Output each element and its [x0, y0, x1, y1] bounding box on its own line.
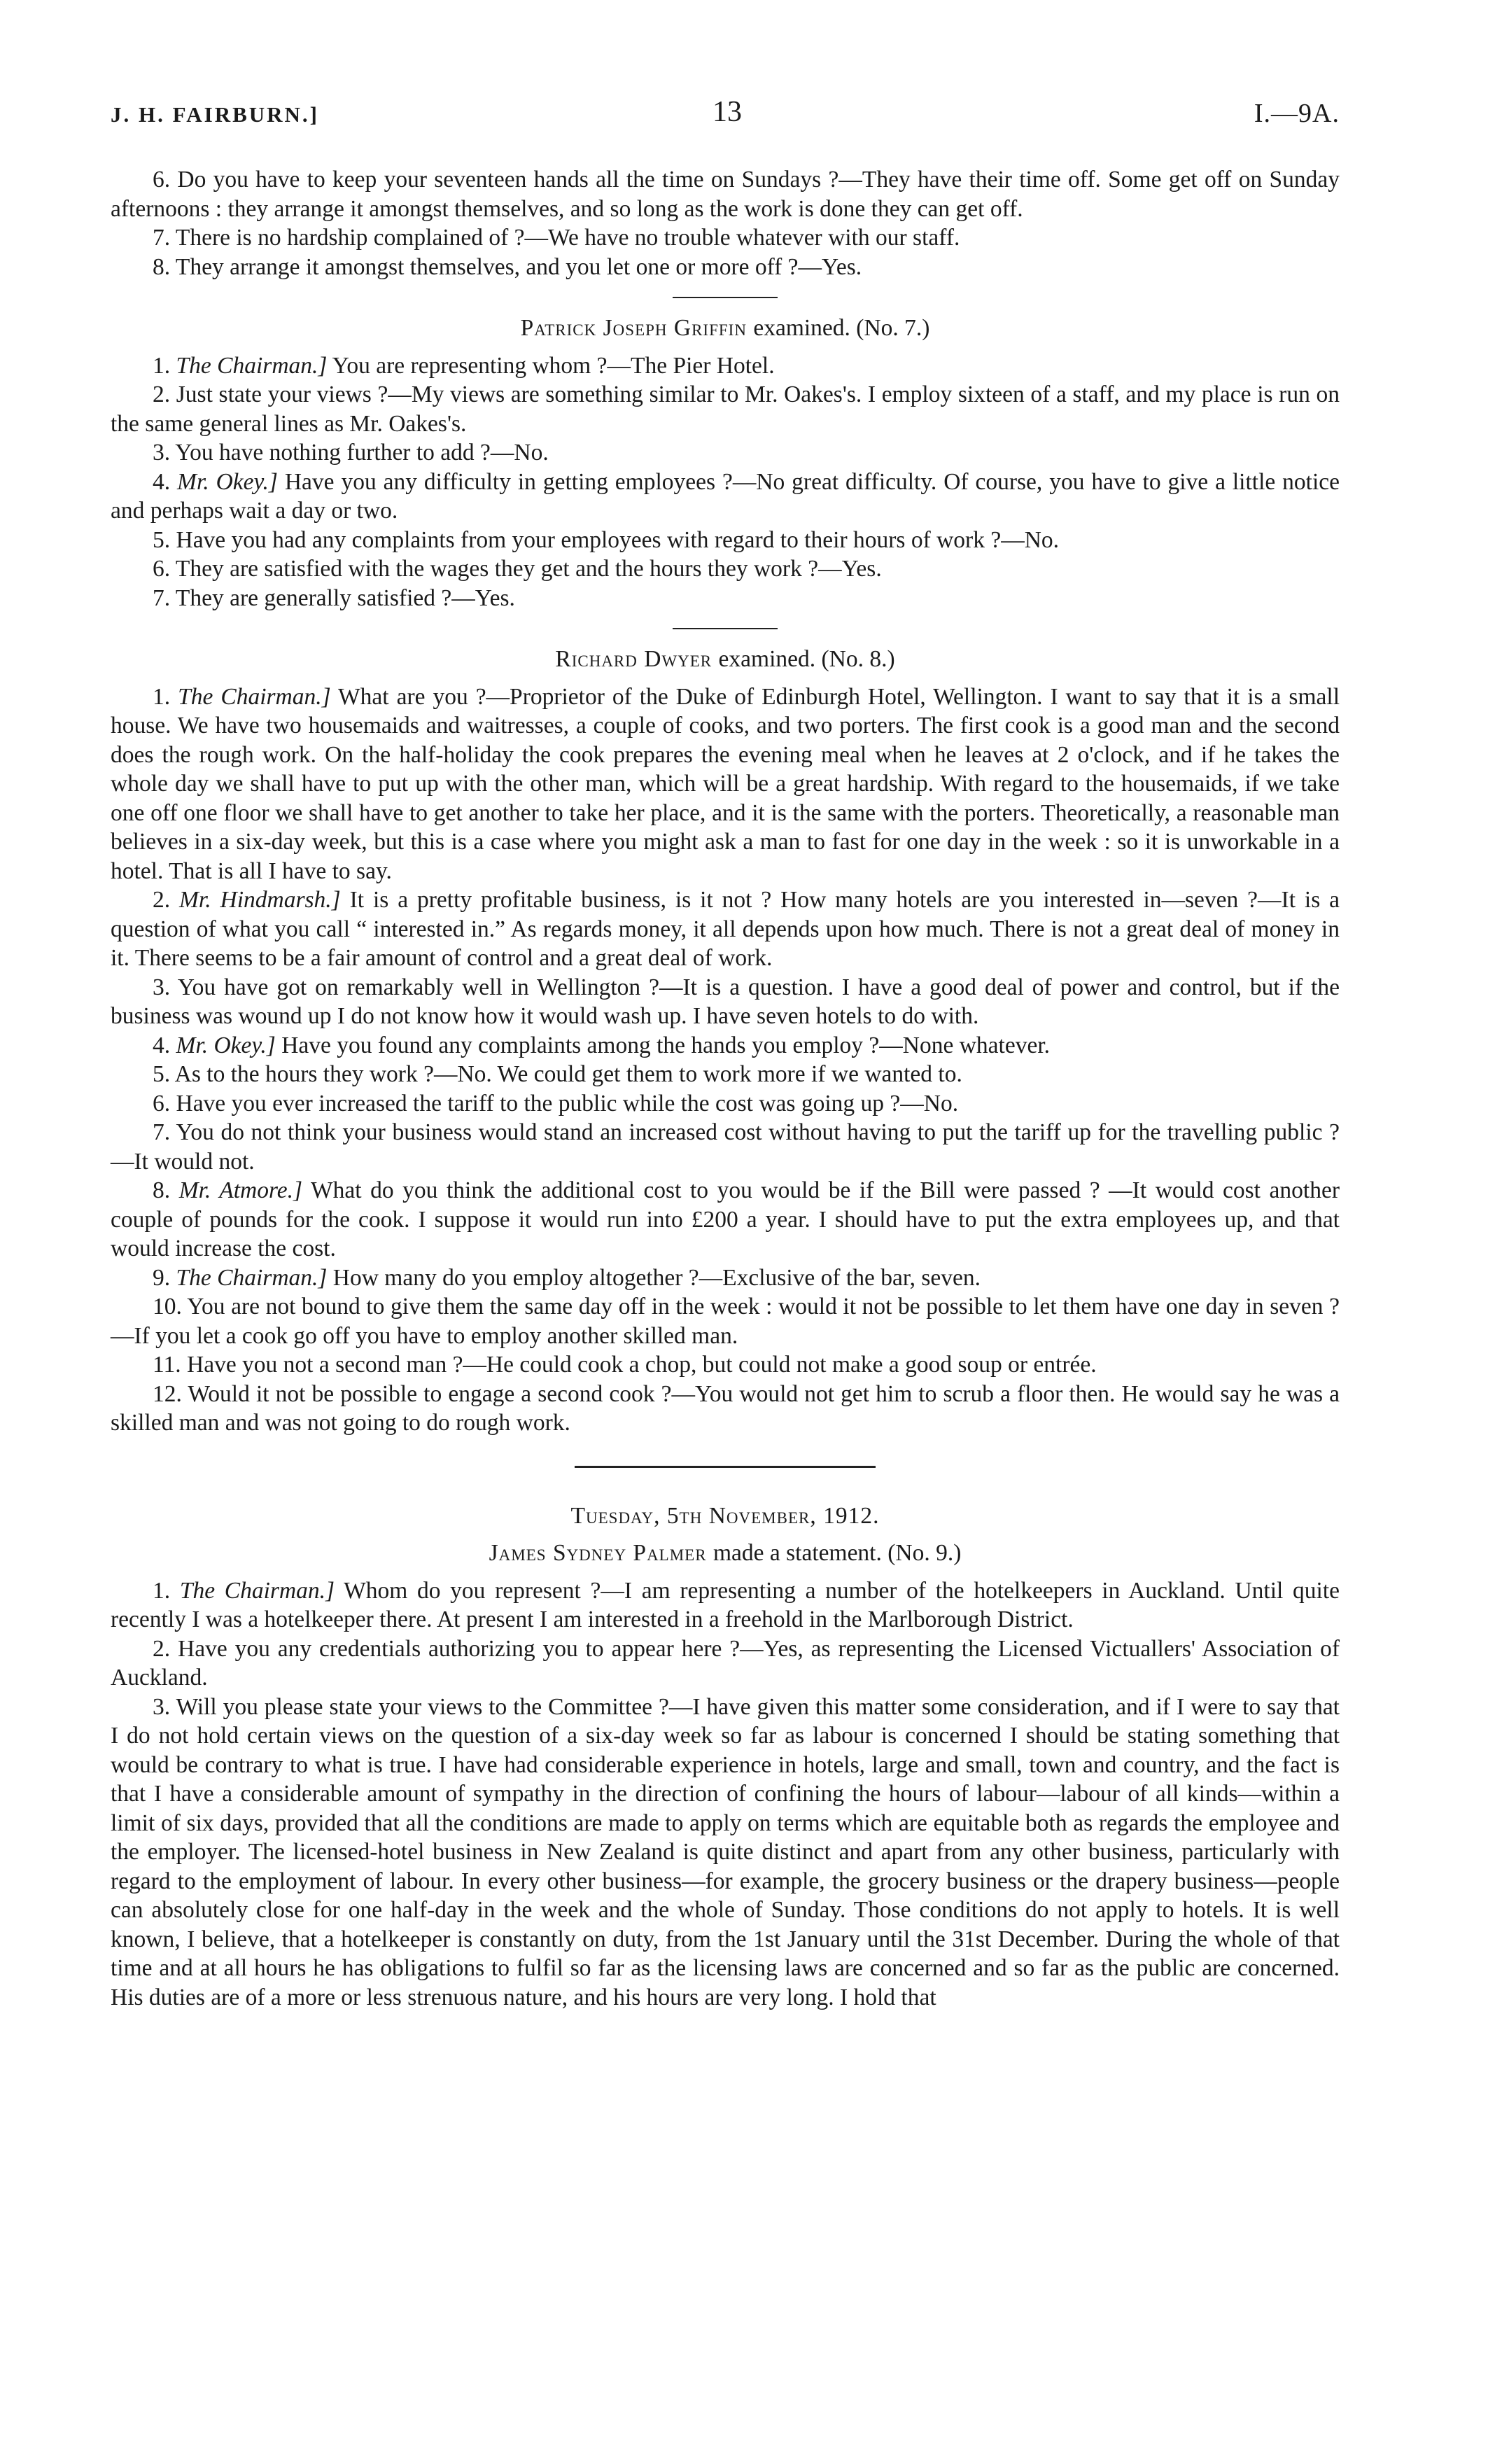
paragraph: 11. Have you not a second man ?—He could cook a chop, but could not make a good soup or entrée. [153, 1352, 1097, 1378]
speaker: Mr. Atmore.] [178, 1177, 303, 1203]
paragraph: 7. There is no hardship complained of ?—We have no trouble whatever with our staff. [153, 225, 960, 251]
paper-reference: I.—9A. [1254, 99, 1340, 128]
paragraph: 3. Will you please state your views to the Committee ?—I have given this matter some consideration, and if I were to say that I do not hold certain views on the question of a six-day week so far as labour is concerned I should be stating something that would be contrary to what is true. I have had considerable experience in hotels, large and small, town and country, and the fact is that I have a considerable amount of sympathy in the direction of confining the hours of labour—labour of all kinds—within a limit of six days, provided that all the conditions are made to apply on terms which are equitable both as regards the employee and the employer. The licensed-hotel business in New Zealand is quite distinct and apart from any other business, particularly with regard to the employment of labour. In every other business—for example, the grocery business or the drapery business—people can absolutely close for one half-day in the week and the whole of Sunday. Those conditions do not apply to hotels. It is well known, I believe, that a hotelkeeper is constantly on duty, from the 1st January until the 31st December. During the whole of that time and at all hours he has obligations to fulfil so far as the licensing laws are concerned and so far as the public are concerned. His duties are of a more or less strenuous nature, and his hours are very long. I hold that [111, 1693, 1340, 2010]
paragraph: 12. Would it not be possible to engage a second cook ?—You would not get him to scrub a floor then. He would say he was a skilled man and was not going to do rough work. [111, 1380, 1340, 1436]
speaker: Mr. Okey.] [176, 1032, 276, 1058]
speaker: The Chairman.] [176, 352, 328, 379]
witness-name: Richard Dwyer [555, 646, 713, 672]
paragraph: 2. Mr. Hindmarsh.] It is a pretty profitable business, is it not ? How many hotels are you interested in—seven ?—It is a question of what you call “ interested in.” As regards money, it all depends upon how much. There is not a great deal of money in it. There seems to be a fair amount of control and a great deal of work. [111, 887, 1340, 971]
section-divider [673, 628, 778, 629]
paragraph: 4. Mr. Okey.] Have you any difficulty in getting employees ?—No great difficulty. Of course, you have to give a little notice and perhaps wait a day or two. [111, 468, 1340, 524]
paragraph: 7. You do not think your business would stand an increased cost without having to put the tariff up for the travelling public ?—It would not. [111, 1119, 1340, 1175]
paragraph-text: What do you think the additional cost to you would be if the Bill were passed ? —It would cost another couple of pounds for the cook. I suppose it would run into £200 a year. I should have to put the extra employees up, and that would increase the cost. [111, 1177, 1340, 1261]
paragraph-text: It is a pretty profitable business, is it not ? How many hotels are you interested in—seven ?—It is a question of what you call “ interested in.” As regards money, it all depends upon how much. There is not a great deal of money in it. There seems to be a fair amount of control and a great deal of work. [111, 887, 1340, 971]
date-heading: Tuesday, 5th November, 1912. [570, 1502, 880, 1529]
witness-heading-suffix: examined. (No. 8.) [718, 646, 895, 672]
paragraph: 5. Have you had any complaints from your employees with regard to their hours of work ?—No. [153, 526, 1060, 553]
paragraph: 6. Do you have to keep your seventeen hands all the time on Sundays ?—They have their time off. Some get off on Sunday afternoons : they arrange it amongst themselves, and so long as the work is done they can get off. [111, 167, 1340, 222]
paragraph: 5. As to the hours they work ?—No. We could get them to work more if we wanted to. [153, 1061, 962, 1087]
paragraph: 8. They arrange it amongst themselves, and you let one or more off ?—Yes. [153, 253, 862, 280]
paragraph-text: How many do you employ altogether ?—Exclusive of the bar, seven. [332, 1264, 981, 1291]
page-number: 13 [713, 96, 742, 128]
paragraph-text: What are you ?—Proprietor of the Duke of Edinburgh Hotel, Wellington. I want to say that it is a small house. We have two housemaids and waitresses, a couple of cooks, and two porters. The first cook is a good man and the second does the rough work. On the half-holiday the cook prepares the evening meal when he leaves at 2 o'clock, and if he takes the whole day we shall have to put up with the other man, which will be a great hardship. With regard to the housemaids, if we take one off one floor we shall have to get another to take her place, and it is the same with the porters. Theoretically, a reasonable man believes in a six-day week, but this is a case where you might ask a man to fast for one day in the week : so it is unworkable in a hotel. That is all I have to say. [111, 683, 1340, 884]
witness-heading [111, 314, 1340, 343]
paragraph-text: Have you found any complaints among the hands you employ ?—None whatever. [281, 1032, 1051, 1058]
paragraph-text: Have you any difficulty in getting employees ?—No great difficulty. Of course, you have to give a little notice and perhaps wait a day or two. [111, 468, 1340, 524]
witness-name: James Sydney Palmer [489, 1540, 707, 1566]
running-header [111, 95, 1340, 144]
witness-heading [111, 645, 1340, 674]
paragraph: 3. You have nothing further to add ?—No. [153, 440, 549, 465]
paragraph: 8. Mr. Atmore.] What do you think the additional cost to you would be if the Bill were passed ? —It would cost another couple of pounds for the cook. I suppose it would run into £200 a year. I should have to put the extra employees up, and that would increase the cost. [111, 1177, 1340, 1261]
witness-name-header: J. H. FAIRBURN.] [111, 102, 319, 127]
witness-heading-suffix: examined. (No. 7.) [753, 315, 930, 341]
speaker: The Chairman.] [176, 1264, 328, 1291]
paragraph: 6. Have you ever increased the tariff to the public while the cost was going up ?—No. [153, 1090, 959, 1116]
speaker: Mr. Okey.] [177, 468, 278, 495]
witness-heading-suffix: made a statement. (No. 9.) [713, 1540, 962, 1566]
speaker: The Chairman.] [178, 683, 331, 710]
witness-name: Patrick Joseph Griffin [520, 315, 747, 341]
paragraph: 1. The Chairman.] What are you ?—Proprietor of the Duke of Edinburgh Hotel, Wellington. I want to say that it is a small house. We have two housemaids and waitresses, a couple of cooks, and two porters. The first cook is a good man and the second does the rough work. On the half-holiday the cook prepares the evening meal when he leaves at 2 o'clock, and if he takes the whole day we shall have to put up with the other man, which will be a great hardship. With regard to the housemaids, if we take one off one floor we shall have to get another to take her place, and it is the same with the porters. Theoretically, a reasonable man believes in a six-day week, but this is a case where you might ask a man to fast for one day in the week : so it is unworkable in a hotel. That is all I have to say. [111, 683, 1340, 884]
section-divider [673, 297, 778, 298]
paragraph: 1. The Chairman.] Whom do you represent ?—I am representing a number of the hotelkeepers in Auckland. Until quite recently I was a hotelkeeper there. At present I am interested in a freehold in the Marlborough District. [111, 1577, 1340, 1632]
paragraph: 3. You have got on remarkably well in Wellington ?—It is a question. I have a good deal of power and control, but if the business was wound up I do not know how it would wash up. I have seven hotels to do with. [111, 974, 1340, 1029]
paragraph: 4. Mr. Okey.] Have you found any complaints among the hands you employ ?—None whatever. [153, 1032, 1051, 1058]
speaker: The Chairman.] [179, 1577, 335, 1604]
speaker: Mr. Hindmarsh.] [179, 887, 341, 913]
date-divider [575, 1466, 876, 1468]
paragraph-text: You are representing whom ?—The Pier Hotel. [332, 352, 775, 379]
paragraph: 10. You are not bound to give them the same day off in the week : would it not be possible to let them have one day in seven ?—If you let a cook go off you have to employ another skilled man. [111, 1294, 1340, 1349]
witness-heading [111, 1539, 1340, 1568]
paragraph: 2. Have you any credentials authorizing you to appear here ?—Yes, as representing the Licensed Victuallers' Association of Auckland. [111, 1635, 1340, 1690]
paragraph-text: Whom do you represent ?—I am representing a number of the hotelkeepers in Auckland. Until quite recently I was a hotelkeeper there. At present I am interested in a freehold in the Marlborough District. [111, 1577, 1340, 1632]
paragraph: 9. The Chairman.] How many do you employ altogether ?—Exclusive of the bar, seven. [153, 1264, 981, 1291]
paragraph: 7. They are generally satisfied ?—Yes. [153, 584, 515, 611]
paragraph: 2. Just state your views ?—My views are something similar to Mr. Oakes's. I employ sixteen of a staff, and my place is run on the same general lines as Mr. Oakes's. [111, 382, 1340, 437]
paragraph: 1. The Chairman.] You are representing whom ?—The Pier Hotel. [153, 352, 775, 379]
paragraph: 6. They are satisfied with the wages they get and the hours they work ?—Yes. [153, 556, 882, 582]
